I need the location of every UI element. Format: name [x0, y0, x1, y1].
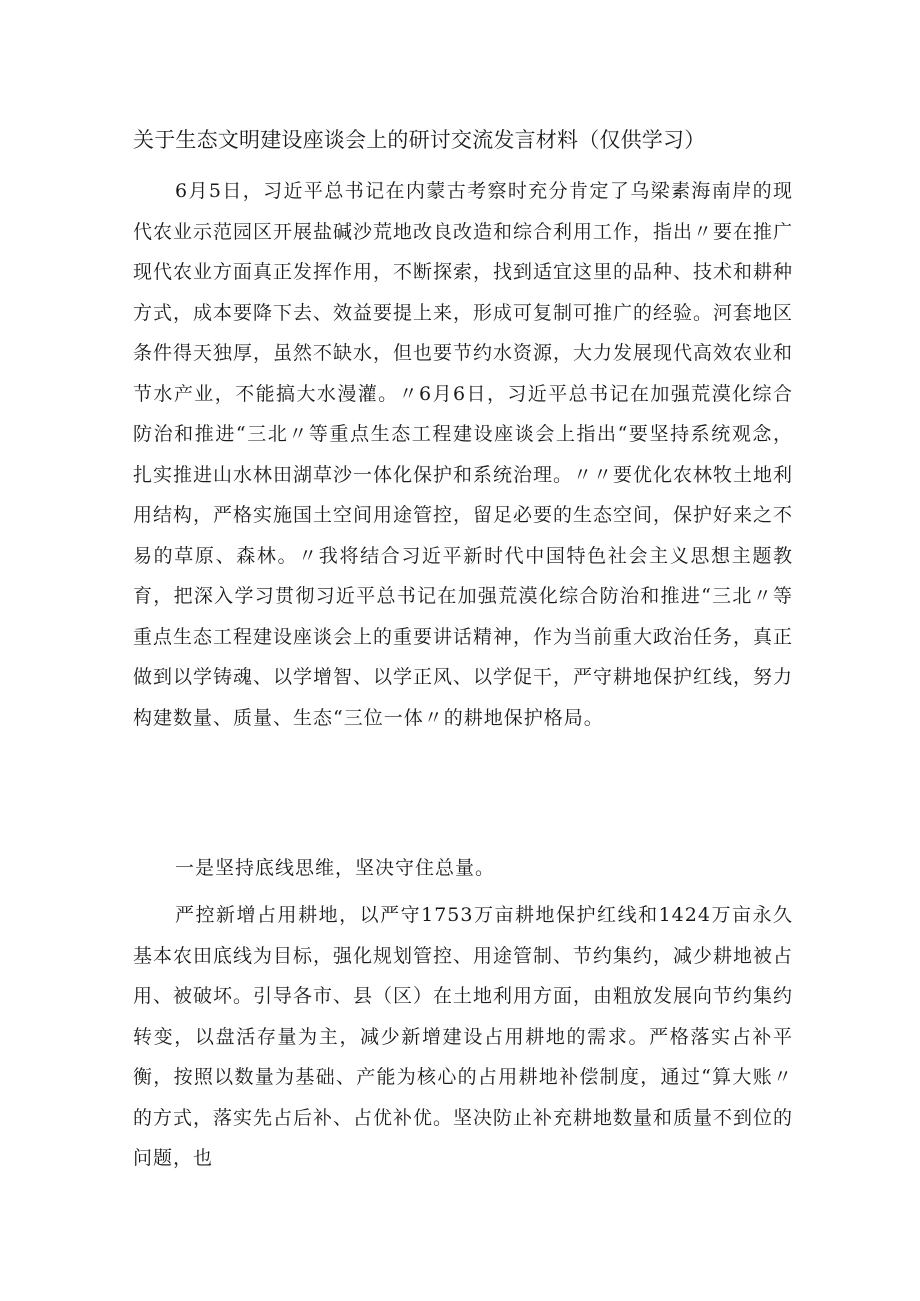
paragraph-block-2 [133, 848, 793, 889]
paragraph-block-1 [133, 171, 793, 738]
section-heading-1: 一是坚持底线思维，坚决守住总量。 [175, 857, 496, 879]
document-title: 关于生态文明建设座谈会上的研讨交流发言材料（仅供学习） [133, 128, 706, 152]
paragraph-section-1-body: 严控新增占用耕地，以严守1753万亩耕地保护红线和1424万亩永久基本农田底线为目标，强化规划管控、用途管制、节约集约，减少耕地被占用、被破坏。引导各市、县（区）在土地利用方面，由粗放发展向节约集约转变，以盘活存量为主，减少新增建设占用耕地的需求。严格落实占补平衡，按照以数量为基础、产能为核心的占用耕地补偿制度，通过“算大账〃的方式，落实先占后补、占优补优。坚决防止补充耕地数量和质量不到位的问题，也 [133, 904, 794, 1169]
paragraph-intro: 6月5日，习近平总书记在内蒙古考察时充分肯定了乌梁素海南岸的现代农业示范园区开展盐碱沙荒地改良改造和综合利用工作，指出〃要在推广现代农业方面真正发挥作用，不断探索，找到适宜这里的品种、技术和耕种方式，成本要降下去、效益要提上来，形成可复制可推广的经验。河套地区条件得天独厚，虽然不缺水，但也要节约水资源，大力发展现代高效农业和节水产业，不能搞大水漫灌。〃6月6日，习近平总书记在加强荒漠化综合防治和推进“三北〃等重点生态工程建设座谈会上指出“要坚持系统观念，扎实推进山水林田湖草沙一体化保护和系统治理。〃〃要优化农林牧土地利用结构，严格实施国土空间用途管控，留足必要的生态空间，保护好来之不易的草原、森林。〃我将结合习近平新时代中国特色社会主义思想主题教育，把深入学习贯彻习近平总书记在加强荒漠化综合防治和推进“三北〃等重点生态工程建设座谈会上的重要讲话精神，作为当前重大政治任务，真正做到以学铸魂、以学增智、以学正风、以学促干，严守耕地保护红线，努力构建数量、质量、生态“三位一体〃的耕地保护格局。 [133, 180, 794, 729]
paragraph-block-3 [133, 895, 793, 1179]
